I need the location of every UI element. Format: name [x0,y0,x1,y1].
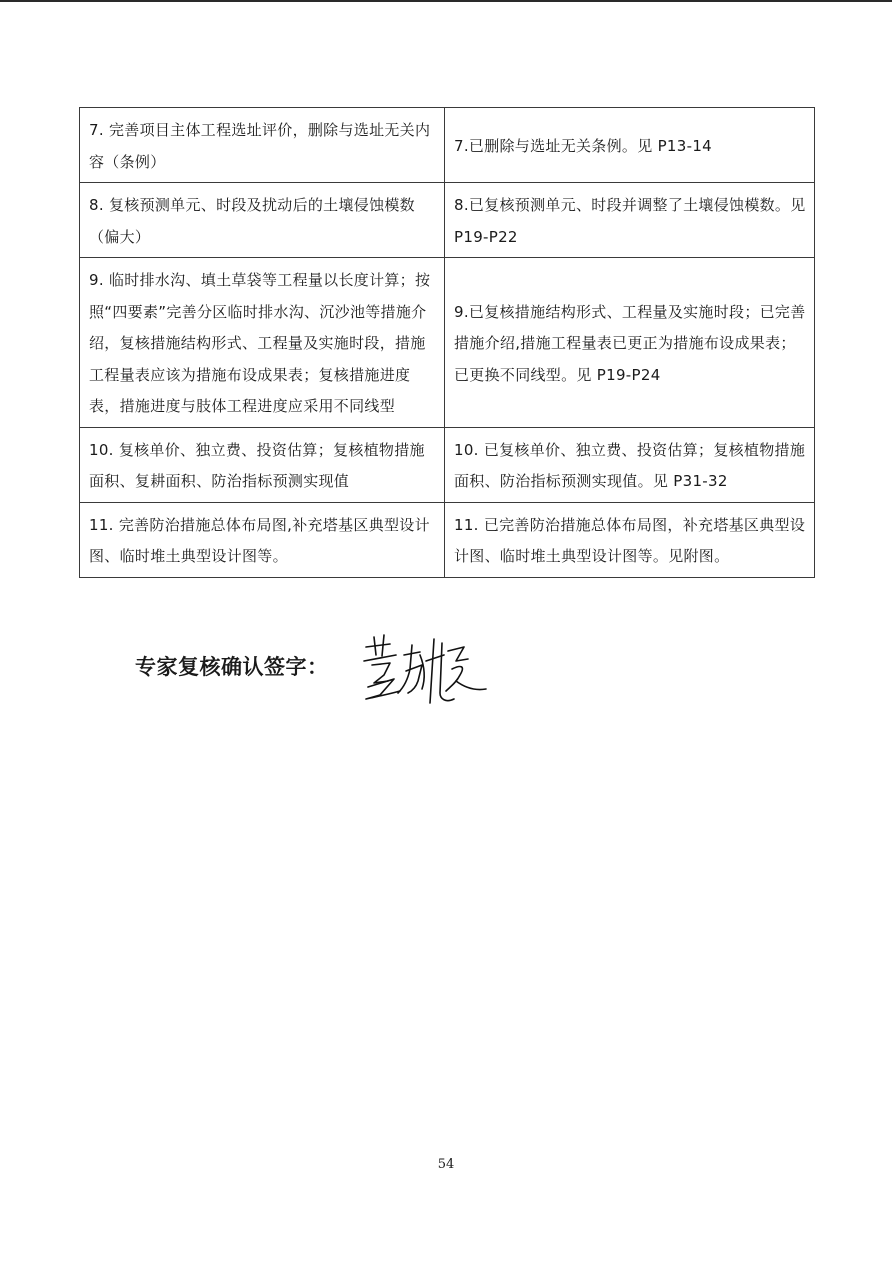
handwritten-signature [360,625,490,713]
signature-section [135,625,535,715]
table-row [80,183,815,258]
table-row [80,258,815,428]
page-number: 54 [437,1157,455,1172]
revision-response-cell: 11. 已完善防治措施总体布局图，补充塔基区典型设计图、临时堆土典型设计图等。见附图。 [445,502,815,577]
revision-response-cell: 8.已复核预测单元、时段并调整了土壤侵蚀模数。见 P19-P22 [445,183,815,258]
revision-response-cell: 9.已复核措施结构形式、工程量及实施时段；已完善措施介绍,措施工程量表已更正为措施布设成果表； 已更换不同线型。见 P19-P24 [445,258,815,428]
table-row [80,502,815,577]
review-opinion-cell: 8. 复核预测单元、时段及扰动后的土壤侵蚀模数（偏大） [80,183,445,258]
review-opinion-cell: 11. 完善防治措施总体布局图,补充塔基区典型设计图、临时堆土典型设计图等。 [80,502,445,577]
review-opinion-cell: 7. 完善项目主体工程选址评价，删除与选址无关内容（条例） [80,108,445,183]
review-comments-table [79,107,815,578]
review-opinion-cell: 9. 临时排水沟、填土草袋等工程量以长度计算；按照“四要素”完善分区临时排水沟、沉沙池等措施介绍，复核措施结构形式、工程量及实施时段，措施工程量表应该为措施布设成果表；复核措施进度表，措施进度与肢体工程进度应采用不同线型 [80,258,445,428]
table-row [80,427,815,502]
top-border-line [0,0,892,2]
table-row [80,108,815,183]
signature-label: 专家复核确认签字： [135,655,329,679]
revision-response-cell: 10. 已复核单价、独立费、投资估算；复核植物措施面积、防治指标预测实现值。见 P31-32 [445,427,815,502]
revision-response-cell: 7.已删除与选址无关条例。见 P13-14 [445,108,815,183]
review-opinion-cell: 10. 复核单价、独立费、投资估算；复核植物措施面积、复耕面积、防治指标预测实现值 [80,427,445,502]
